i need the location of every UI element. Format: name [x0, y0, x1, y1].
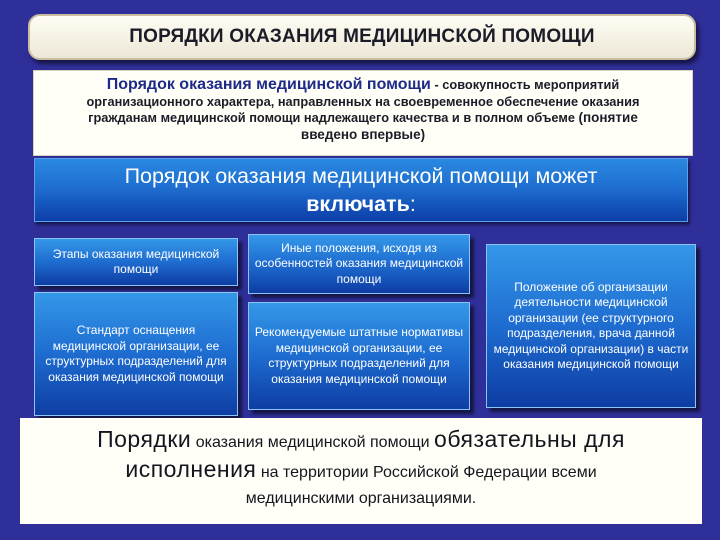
conclusion-line-1 [30, 426, 692, 456]
card-stages [34, 238, 238, 286]
conclusion-line-3: медицинскими организациями. [245, 490, 477, 507]
card-staffing-text: Рекомендуемые штатные нормативы медицинской организации, ее структурных подразделений для оказания медицинской помощи [254, 325, 464, 386]
conclusion-box [20, 418, 702, 524]
card-equipment-text: Стандарт оснащения медицинской организации, ее структурных подразделений для оказания медицинской помощи [45, 323, 227, 384]
slide-title: ПОРЯДКИ ОКАЗАНИЯ МЕДИЦИНСКОЙ ПОМОЩИ [129, 26, 595, 47]
definition-term: Порядок оказания медицинской помощи [106, 76, 431, 93]
conclusion-word-3: обязательны для [434, 426, 625, 452]
card-other-provisions [248, 234, 470, 294]
definition-box [33, 70, 693, 156]
card-regulation [486, 244, 696, 408]
include-banner [34, 158, 688, 222]
definition-text-1: - совокупность мероприятий [434, 77, 620, 92]
definition-line-1 [48, 77, 678, 94]
include-word: включать [306, 192, 410, 216]
definition-line-3 [48, 110, 678, 127]
conclusion-word-4: исполнения [125, 456, 257, 482]
include-line-2 [306, 190, 416, 218]
card-regulation-text: Положение об организации деятельности медицинской организации (ее структурного подразделения, врача данной медицинской организации) в части оказания медицинской помощи [493, 279, 689, 371]
definition-text-2: организационного характера, направленных на своевременное обеспечение оказания [86, 93, 640, 109]
card-other-text: Иные положения, исходя из особенностей оказания медицинской помощи [254, 240, 464, 286]
conclusion-word-1: Порядки [97, 426, 192, 452]
include-line-1: Порядок оказания медицинской помощи может [124, 164, 598, 188]
definition-text-3: гражданам медицинской помощи надлежащего качества и в полном объеме [88, 110, 575, 125]
title-bar [28, 14, 696, 60]
conclusion-word-5: на территории Российской Федерации всеми [260, 464, 597, 481]
definition-note-a: (понятие [578, 110, 638, 125]
conclusion-word-2: оказания медицинской помощи [195, 434, 430, 451]
card-equipment-standard [34, 292, 238, 416]
include-colon: : [409, 192, 416, 216]
conclusion-line-2 [30, 456, 692, 486]
card-stages-text: Этапы оказания медицинской помощи [52, 246, 220, 276]
card-staffing-norms [248, 302, 470, 410]
definition-note-b: введено впервые) [300, 126, 426, 142]
